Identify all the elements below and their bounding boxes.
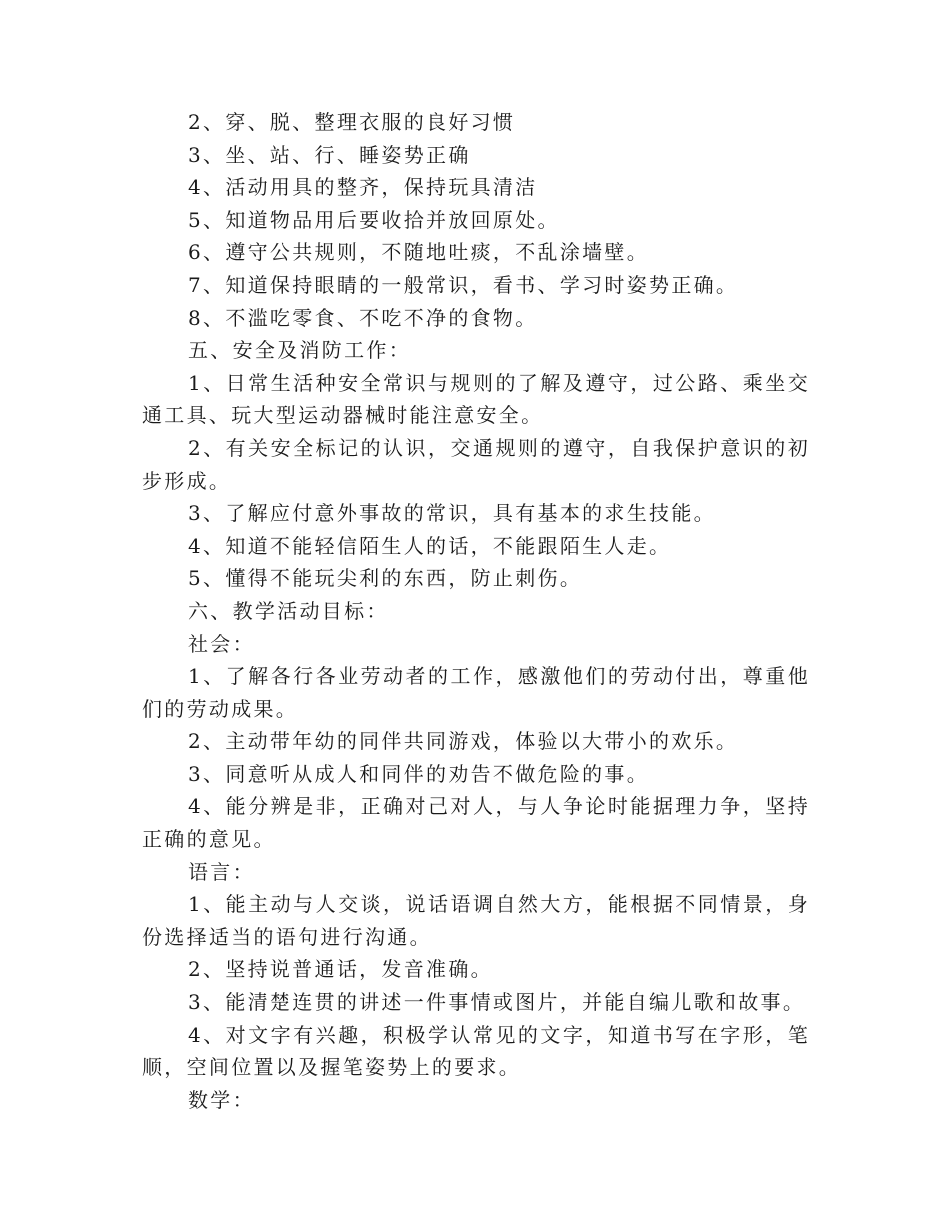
section-heading: 六、教学活动目标： xyxy=(188,598,389,623)
list-item: 4、能分辨是非，正确对己对人，与人争论时能据理力争，坚持正确的意见。 xyxy=(142,794,810,852)
subsection-heading: 语言： xyxy=(188,859,255,884)
list-item: 4、知道不能轻信陌生人的话，不能跟陌生人走。 xyxy=(188,533,672,558)
document-body xyxy=(142,106,810,1116)
list-item: 2、主动带年幼的同伴共同游戏，体验以大带小的欢乐。 xyxy=(188,729,739,754)
list-item: 2、穿、脱、整理衣服的良好习惯 xyxy=(188,110,516,134)
subsection-heading: 社会： xyxy=(188,631,255,656)
list-item: 5、知道物品用后要收拾并放回原处。 xyxy=(188,207,560,232)
subsection-heading: 数学： xyxy=(188,1087,255,1112)
list-item: 6、遵守公共规则，不随地吐痰，不乱涂墙壁。 xyxy=(188,240,650,265)
list-item: 2、有关安全标记的认识，交通规则的遵守，自我保护意识的初步形成。 xyxy=(142,435,810,493)
list-item: 3、能清楚连贯的讲述一件事情或图片，并能自编儿歌和故事。 xyxy=(188,990,806,1015)
list-item: 1、日常生活种安全常识与规则的了解及遵守，过公路、乘坐交通工具、玩大型运动器械时能注意安全。 xyxy=(142,370,810,428)
list-item: 7、知道保持眼睛的一般常识，看书、学习时姿势正确。 xyxy=(188,272,739,297)
list-item: 5、懂得不能玩尖利的东西，防止刺伤。 xyxy=(188,566,583,591)
list-item: 3、了解应付意外事故的常识，具有基本的求生技能。 xyxy=(188,501,716,526)
list-item: 1、能主动与人交谈，说话语调自然大方，能根据不同情景，身份选择适当的语句进行沟通。 xyxy=(142,892,810,949)
section-heading: 五、安全及消防工作： xyxy=(188,338,411,363)
list-item: 8、不滥吃零食、不吃不净的食物。 xyxy=(188,305,538,330)
list-item: 3、同意听从成人和同伴的劝告不做危险的事。 xyxy=(188,761,650,786)
list-item: 4、活动用具的整齐，保持玩具清洁 xyxy=(188,175,538,200)
list-item: 4、对文字有兴趣，积极学认常见的文字，知道书写在字形，笔顺，空间位置以及握笔姿势上的要求。 xyxy=(142,1022,810,1080)
list-item: 1、了解各行各业劳动者的工作，感激他们的劳动付出，尊重他们的劳动成果。 xyxy=(142,664,810,721)
list-item: 3、坐、站、行、睡姿势正确 xyxy=(188,142,471,167)
list-item: 2、坚持说普通话，发音准确。 xyxy=(188,957,493,982)
